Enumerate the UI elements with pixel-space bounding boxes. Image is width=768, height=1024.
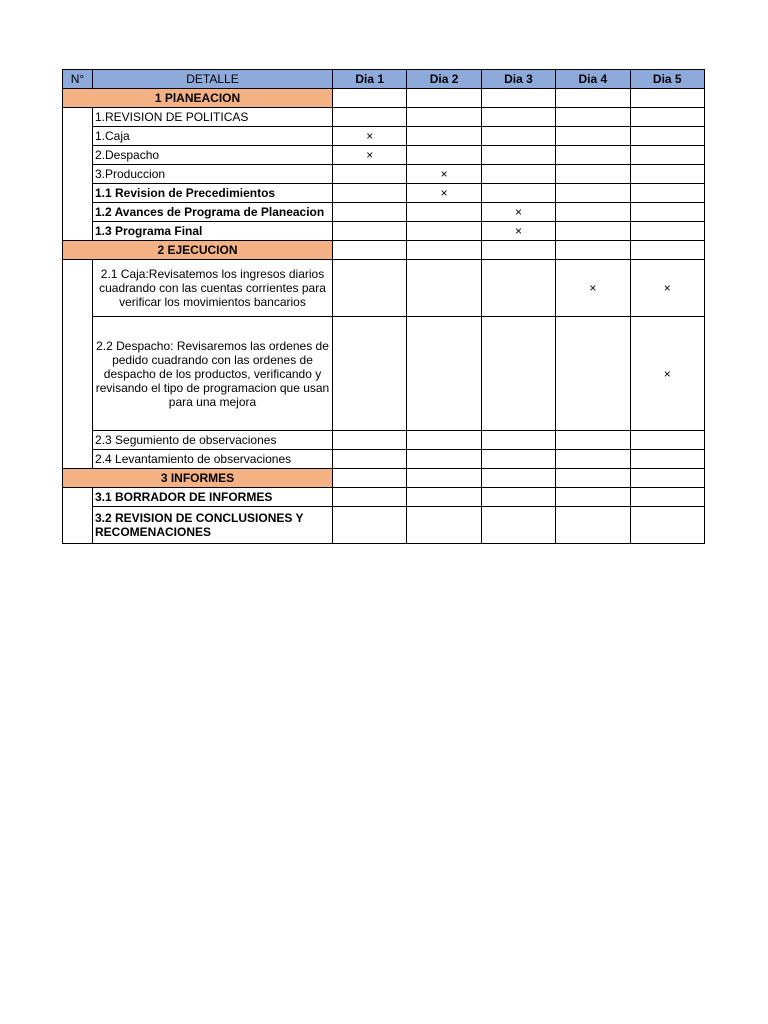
check-mark-icon: × [589,281,597,295]
day-cell [556,89,630,108]
day-cell-5 [630,507,704,544]
day-cell-5 [630,108,704,127]
day-cell-2 [407,108,481,127]
day-cell-3 [481,260,555,317]
day-cell-5 [630,165,704,184]
day-cell-3 [481,450,555,469]
detail-cell: 2.4 Levantamiento de observaciones [93,450,333,469]
day-cell-5 [630,127,704,146]
table-row [63,507,705,544]
day-cell-3 [481,165,555,184]
day-cell [333,241,407,260]
check-mark-icon: × [440,186,448,200]
section-title: 2 EJECUCION [63,241,333,260]
section-row [63,469,705,488]
day-cell-3 [481,488,555,507]
day-cell-2 [407,507,481,544]
header-dia-4: Dia 4 [556,70,630,89]
section-row [63,241,705,260]
section-title: 3 INFORMES [63,469,333,488]
detail-cell: 3.2 REVISION DE CONCLUSIONES Y RECOMENACIONES [93,507,333,544]
header-dia-1: Dia 1 [333,70,407,89]
day-cell-1 [333,260,407,317]
day-cell-1 [333,165,407,184]
day-cell-4 [556,222,630,241]
check-mark-icon: × [663,366,671,381]
header-dia-2: Dia 2 [407,70,481,89]
day-cell [481,241,555,260]
detail-cell: 2.2 Despacho: Revisaremos las ordenes de pedido cuadrando con las ordenes de despacho de los productos, verificando y revisando el tipo de programacion que usan para una mejora [93,317,333,431]
day-cell-3 [481,108,555,127]
day-cell-1 [333,507,407,544]
detail-cell: 1.3 Programa Final [93,222,333,241]
day-cell [630,89,704,108]
check-mark-icon: × [366,129,374,143]
section-row [63,89,705,108]
table-row [63,450,705,469]
day-cell-5 [630,260,704,317]
day-cell [556,241,630,260]
day-cell-2 [407,222,481,241]
day-cell-4 [556,431,630,450]
detail-cell: 2.Despacho [93,146,333,165]
day-cell-3 [481,203,555,222]
table-row [63,488,705,507]
table-row [63,108,705,127]
header-detalle: DETALLE [93,70,333,89]
day-cell-3 [481,222,555,241]
day-cell [481,469,555,488]
day-cell-5 [630,450,704,469]
day-cell-5 [630,431,704,450]
day-cell-2 [407,127,481,146]
check-mark-icon: × [366,148,374,162]
day-cell-2 [407,450,481,469]
header-row [63,70,705,89]
day-cell [630,469,704,488]
number-cell [63,488,93,544]
day-cell [333,89,407,108]
day-cell-1 [333,203,407,222]
table-row [63,222,705,241]
number-cell [63,108,93,241]
detail-cell: 3.1 BORRADOR DE INFORMES [93,488,333,507]
day-cell-1 [333,146,407,165]
day-cell-5 [630,203,704,222]
day-cell-1 [333,450,407,469]
day-cell [556,469,630,488]
detail-cell: 1.2 Avances de Programa de Planeacion [93,203,333,222]
day-cell-4 [556,507,630,544]
day-cell-3 [481,317,555,431]
day-cell-3 [481,146,555,165]
detail-cell: 2.1 Caja:Revisatemos los ingresos diarios cuadrando con las cuentas corrientes para verificar los movimientos bancarios [93,260,333,317]
table-row [63,127,705,146]
detail-cell: 3.Produccion [93,165,333,184]
day-cell-2 [407,260,481,317]
day-cell-2 [407,431,481,450]
day-cell-1 [333,108,407,127]
day-cell-2 [407,203,481,222]
table-row [63,146,705,165]
table-row [63,165,705,184]
day-cell-3 [481,507,555,544]
day-cell-2 [407,317,481,431]
table-row [63,431,705,450]
day-cell-4 [556,146,630,165]
detail-cell: 1.Caja [93,127,333,146]
day-cell-5 [630,146,704,165]
day-cell-1 [333,317,407,431]
day-cell-5 [630,184,704,203]
day-cell [333,469,407,488]
day-cell-1 [333,127,407,146]
schedule-table [62,69,705,544]
day-cell-2 [407,184,481,203]
detail-cell: 1.1 Revision de Precedimientos [93,184,333,203]
check-mark-icon: × [514,205,522,219]
table-row [63,260,705,317]
day-cell-4 [556,450,630,469]
day-cell-1 [333,431,407,450]
day-cell-5 [630,317,704,431]
day-cell-4 [556,317,630,431]
day-cell-2 [407,488,481,507]
number-cell [63,260,93,469]
day-cell [407,469,481,488]
day-cell-1 [333,222,407,241]
day-cell-1 [333,184,407,203]
check-mark-icon: × [440,167,448,181]
day-cell-2 [407,146,481,165]
day-cell [407,241,481,260]
day-cell-4 [556,165,630,184]
day-cell-3 [481,431,555,450]
check-mark-icon: × [663,281,671,295]
check-mark-icon: × [514,224,522,238]
day-cell-5 [630,488,704,507]
day-cell-4 [556,108,630,127]
day-cell-4 [556,260,630,317]
day-cell-4 [556,488,630,507]
section-title: 1 PlANEACION [63,89,333,108]
day-cell-1 [333,488,407,507]
day-cell [407,89,481,108]
day-cell-2 [407,165,481,184]
day-cell [630,241,704,260]
header-dia-5: Dia 5 [630,70,704,89]
header-dia-3: Dia 3 [481,70,555,89]
table-row [63,317,705,431]
detail-cell: 2.3 Segumiento de observaciones [93,431,333,450]
day-cell-3 [481,184,555,203]
day-cell-4 [556,203,630,222]
table-row [63,203,705,222]
header-number: N° [63,70,93,89]
day-cell-3 [481,127,555,146]
day-cell-4 [556,184,630,203]
day-cell-5 [630,222,704,241]
detail-cell: 1.REVISION DE POLITICAS [93,108,333,127]
schedule-body [63,89,705,544]
table-row [63,184,705,203]
day-cell [481,89,555,108]
day-cell-4 [556,127,630,146]
